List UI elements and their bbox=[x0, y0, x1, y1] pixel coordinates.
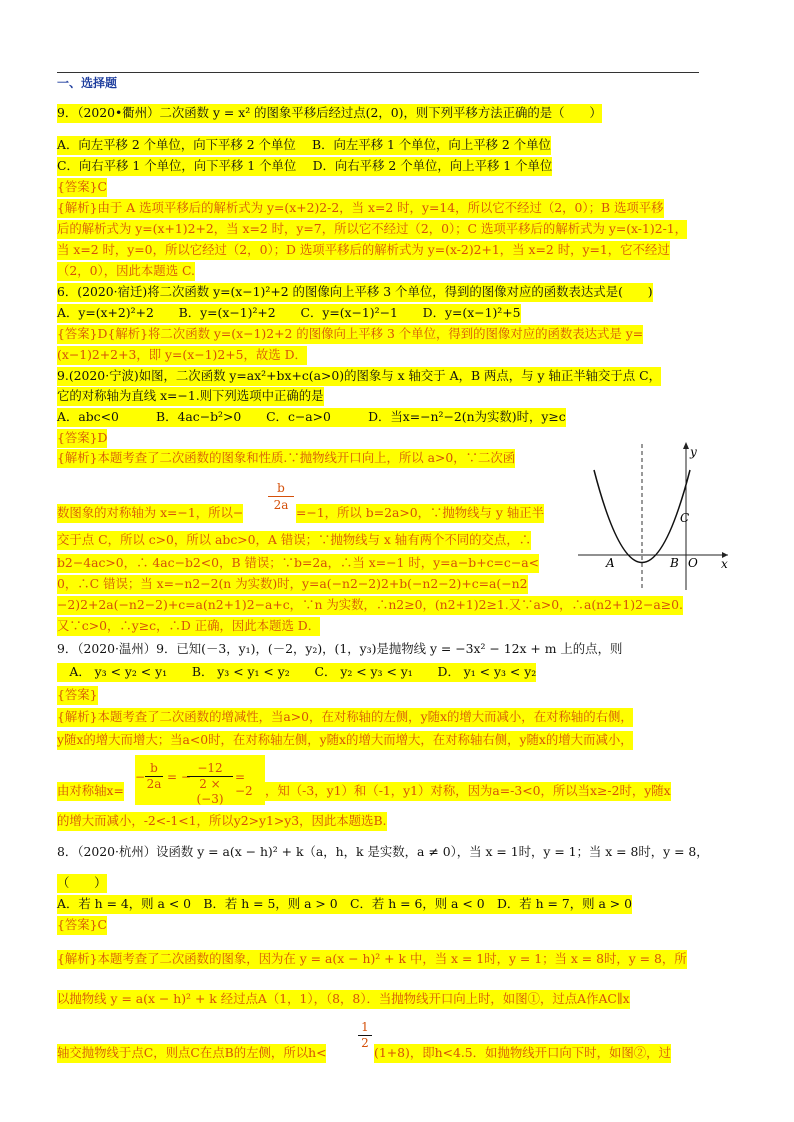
point-c-label: C bbox=[680, 511, 690, 525]
fraction-numerator: 1 bbox=[358, 1020, 372, 1036]
analysis-line: 的增大而减小，-2<-1<1，所以y2>y1>y3，因此本题选B. bbox=[57, 812, 387, 831]
analysis-line: {解析}本题考查了二次函数的图象和性质.∵抛物线开口向上，所以 a>0，∵二次函 bbox=[57, 449, 515, 468]
analysis-line: 交于点 C，所以 c>0，所以 abc>0，A 错误；∵抛物线与 x 轴有两个不同的交点，∴ bbox=[57, 531, 531, 550]
question-line: 6．(2020·宿迁)将二次函数 y=(x−1)²+2 的图像向上平移 3 个单位，得到的图像对应的函数表达式是( ) bbox=[57, 283, 653, 302]
analysis-line: 0，∴C 错误；当 x=−n2−2(n 为实数)时，y=a(−n2−2)2+b(−n2−2)+c=a(−n2 bbox=[57, 575, 528, 594]
analysis-line: −2)2+2a(−n2−2)+c=a(n2+1)2−a+c，∵n 为实数，∴n2≥0，(n2+1)2≥1.又∵a>0，∴a(n2+1)2−a≥0. bbox=[57, 596, 683, 615]
point-b-label: B bbox=[670, 556, 679, 570]
question-line: 它的对称轴为直线 x=−1.则下列选项中正确的是 bbox=[57, 387, 324, 406]
y-label: y bbox=[690, 445, 697, 459]
fraction-denominator: 2a bbox=[146, 777, 162, 791]
question-line: 9．（2020·温州）9．已知(－3，y₁)，(－2，y₂)，(1，y₃)是抛物线 y = −3x² − 12x + m 上的点，则 bbox=[57, 641, 623, 656]
formula-part: = − bbox=[167, 770, 191, 784]
options-line: A．若 h = 4，则 a < 0 B．若 h = 5，则 a > 0 C．若 h = 6，则 a < 0 D．若 h = 7，则 a > 0 bbox=[57, 895, 632, 914]
answer-line: {答案}C bbox=[57, 178, 107, 197]
parabola-graph bbox=[578, 440, 733, 592]
fraction-numerator: b bbox=[268, 480, 294, 497]
analysis-line: b2−4ac>0，∴ 4ac−b2<0，B 错误；∵b=2a，∴当 x=−1 时，y=a−b+c=c−a< bbox=[57, 554, 539, 573]
fraction-numerator: −12 bbox=[187, 761, 233, 777]
analysis-line: y随x的增大而增大；当a<0时，在对称轴左侧，y随x的增大而增大，在对称轴右侧，y随x的增大而减小， bbox=[57, 731, 633, 750]
analysis-line: (x−1)2+2+3，即 y=(x−1)2+5，故选 D． bbox=[57, 346, 307, 365]
question-line: 9．（2020•衢州）二次函数 y = x² 的图象平移后经过点(2，0)，则下列平移方法正确的是（ ） bbox=[57, 104, 602, 123]
analysis-line: 由对称轴x= bbox=[57, 782, 124, 801]
analysis-line: (1+8)，即h<4.5．如抛物线开口向下时，如图②，过 bbox=[374, 1044, 671, 1063]
fraction bbox=[187, 761, 233, 807]
analysis-line: 又∵c>0，∴y≥c，∴D 正确，因此本题选 D． bbox=[57, 617, 320, 636]
analysis-line: 轴交抛物线于点C，则点C在点B的左侧，所以h< bbox=[57, 1044, 326, 1063]
formula-box bbox=[135, 755, 265, 805]
analysis-line: 以抛物线 y = a(x − h)² + k 经过点A（1，1），（8，8）．当抛物线开口向上时，如图①，过点A作AC∥x bbox=[57, 990, 630, 1009]
analysis-line: =−1，所以 b=2a>0，∵抛物线与 y 轴正半 bbox=[296, 504, 544, 523]
fraction-denominator: 2 bbox=[361, 1036, 369, 1050]
origin-label: O bbox=[688, 556, 698, 570]
analysis-line: 后的解析式为 y=(x+1)2+2，当 x=2 时，y=7，所以它不经过（2，0）；C 选项平移后的解析式为 y=(x-1)2-1， bbox=[57, 220, 687, 239]
fraction bbox=[268, 480, 294, 513]
fraction bbox=[358, 1020, 372, 1051]
fraction bbox=[145, 761, 163, 792]
analysis-line: ，知（-3，y1）和（-1，y1）对称，因为a=-3<0，所以当x≥-2时，y随x bbox=[265, 782, 671, 801]
fraction-denominator: 2 × (−3) bbox=[196, 777, 224, 806]
options-line: C．向右平移 1 个单位，向下平移 1 个单位 D．向右平移 2 个单位，向上平移 1 个单位 bbox=[57, 157, 552, 176]
top-rule bbox=[57, 72, 699, 73]
analysis-line: （2，0），因此本题选 C. bbox=[57, 262, 195, 281]
options-line: A．向左平移 2 个单位，向下平移 2 个单位 B．向左平移 1 个单位，向上平移 2 个单位 bbox=[57, 136, 551, 155]
answer-line: {答案}D bbox=[57, 429, 107, 448]
analysis-line: {解析}由于 A 选项平移后的解析式为 y=(x+2)2-2，当 x=2 时，y=14，所以它不经过（2，0）；B 选项平移 bbox=[57, 199, 664, 218]
question-line: 8．（2020·杭州）设函数 y = a(x − h)² + k（a，h，k 是实数，a ≠ 0），当 x = 1时，y = 1；当 x = 8时，y = 8， bbox=[57, 844, 709, 859]
fraction-numerator: b bbox=[145, 761, 163, 777]
formula-part: = −2 bbox=[235, 770, 253, 798]
answer-line: {答案}C bbox=[57, 916, 107, 935]
options-line: A．y=(x+2)²+2 B．y=(x−1)²+2 C．y=(x−1)²−1 D．y=(x−1)²+5 bbox=[57, 304, 521, 323]
point-a-label: A bbox=[606, 556, 615, 570]
question-line: 9.(2020·宁波)如图，二次函数 y=ax²+bx+c(a>0)的图象与 x 轴交于 A，B 两点，与 y 轴正半轴交于点 C， bbox=[57, 367, 661, 386]
y-axis-arrow bbox=[683, 442, 689, 449]
analysis-line: {答案}D{解析}将二次函数 y=(x−1)2+2 的图像向上平移 3 个单位，得到的图像对应的函数表达式是 y= bbox=[57, 325, 643, 344]
options-line: A．abc<0 B．4ac−b²>0 C．c−a>0 D．当x=−n²−2(n为实数)时，y≥c bbox=[57, 408, 566, 427]
analysis-line: {解析}本题考查了二次函数的增减性，当a>0，在对称轴的左侧，y随x的增大而减小，在对称轴的右侧， bbox=[57, 708, 633, 727]
x-label: x bbox=[721, 557, 728, 571]
analysis-line: 数图象的对称轴为 x=−1，所以− bbox=[57, 504, 243, 523]
analysis-line: {解析}本题考查了二次函数的图象，因为在 y = a(x − h)² + k 中，当 x = 1时，y = 1；当 x = 8时，y = 8，所 bbox=[57, 950, 687, 969]
formula-part: − bbox=[135, 770, 146, 784]
options-line: A． y₃ < y₂ < y₁ B． y₃ < y₁ < y₂ C． y₂ < y₃ < y₁ D． y₁ < y₃ < y₂ bbox=[57, 663, 536, 682]
answer-line: {答案} bbox=[57, 686, 98, 705]
question-line: （ ） bbox=[57, 874, 107, 893]
section-title: 一、选择题 bbox=[57, 76, 118, 90]
analysis-line: 当 x=2 时，y=0，所以它经过（2，0）；D 选项平移后的解析式为 y=(x-2)2+1，当 x=2 时，y=1，它不经过 bbox=[57, 241, 670, 260]
fraction-denominator: 2a bbox=[273, 498, 289, 512]
